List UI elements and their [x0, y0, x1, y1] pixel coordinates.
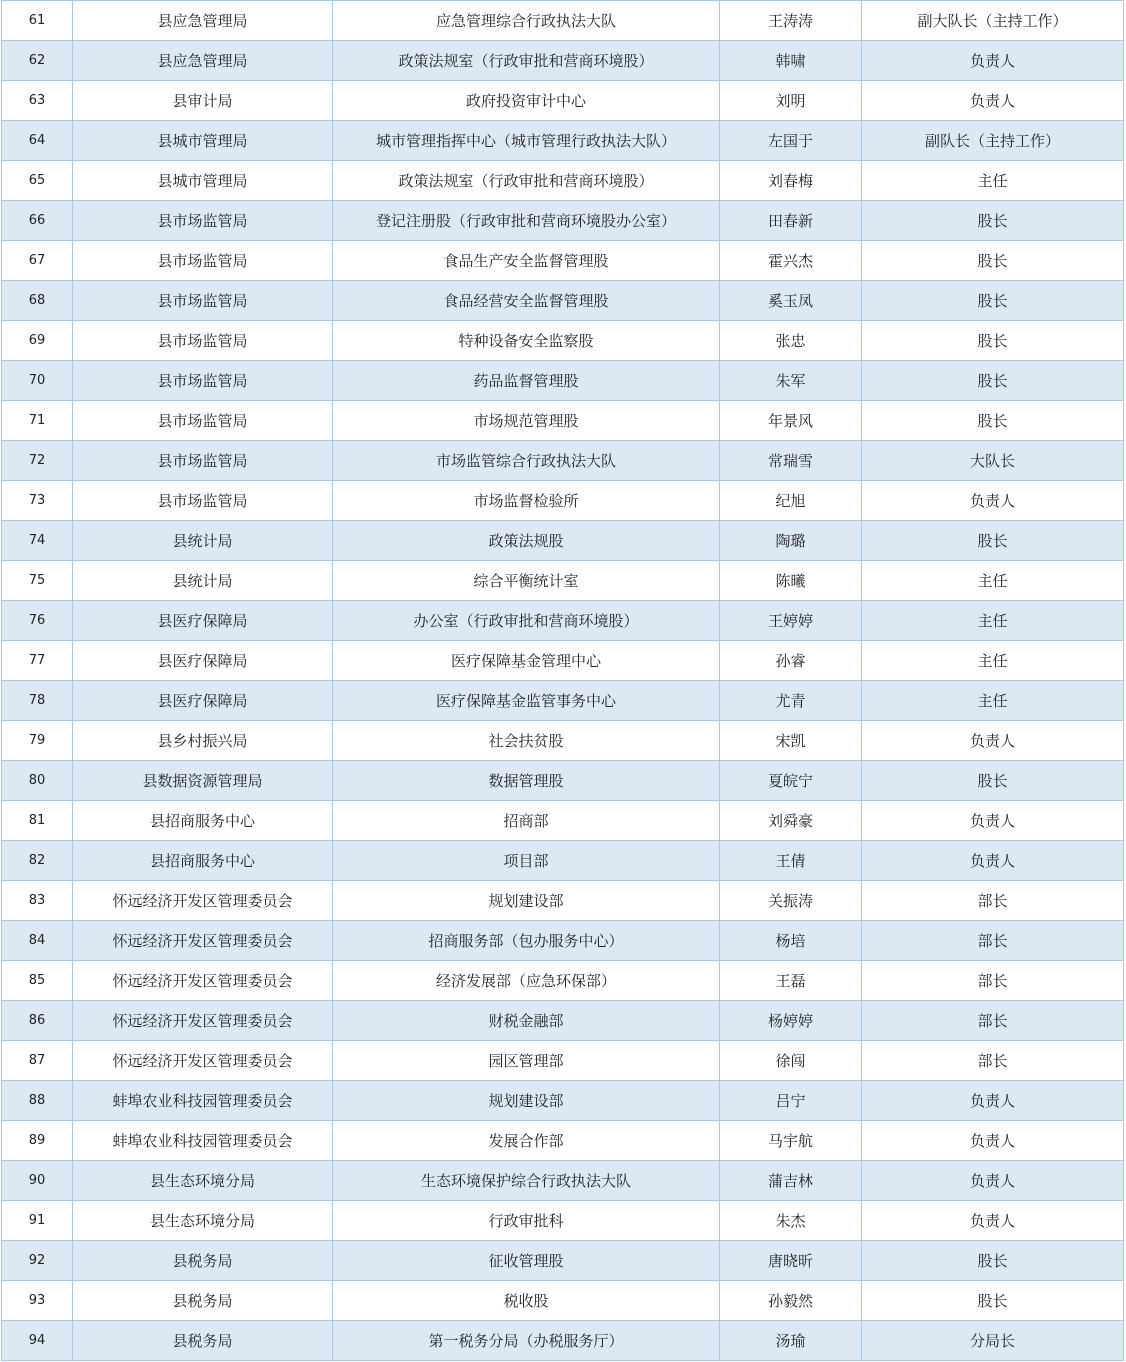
cell-number: 87 — [2, 1041, 73, 1081]
cell-unit: 怀远经济开发区管理委员会 — [73, 881, 333, 921]
cell-position: 主任 — [862, 681, 1124, 721]
cell-unit: 县市场监管局 — [73, 321, 333, 361]
table-row — [2, 721, 1124, 761]
cell-position: 股长 — [862, 761, 1124, 801]
cell-person-name: 年景风 — [720, 401, 862, 441]
table-row — [2, 881, 1124, 921]
cell-person-name: 刘春梅 — [720, 161, 862, 201]
cell-person-name: 关振涛 — [720, 881, 862, 921]
cell-position: 副大队长（主持工作） — [862, 1, 1124, 41]
table-row — [2, 841, 1124, 881]
cell-position: 股长 — [862, 201, 1124, 241]
cell-number: 94 — [2, 1321, 73, 1361]
table-row — [2, 41, 1124, 81]
cell-unit: 怀远经济开发区管理委员会 — [73, 1001, 333, 1041]
table-row — [2, 1, 1124, 41]
cell-person-name: 霍兴杰 — [720, 241, 862, 281]
cell-position: 负责人 — [862, 481, 1124, 521]
cell-number: 79 — [2, 721, 73, 761]
cell-department: 药品监督管理股 — [333, 361, 720, 401]
cell-unit: 县统计局 — [73, 561, 333, 601]
cell-person-name: 左国于 — [720, 121, 862, 161]
cell-number: 74 — [2, 521, 73, 561]
cell-unit: 县城市管理局 — [73, 121, 333, 161]
cell-person-name: 孙毅然 — [720, 1281, 862, 1321]
table-row — [2, 81, 1124, 121]
table-row — [2, 401, 1124, 441]
cell-unit: 蚌埠农业科技园管理委员会 — [73, 1081, 333, 1121]
table-row — [2, 121, 1124, 161]
cell-department: 招商服务部（包办服务中心） — [333, 921, 720, 961]
cell-department: 项目部 — [333, 841, 720, 881]
table-row — [2, 761, 1124, 801]
table-row — [2, 481, 1124, 521]
cell-person-name: 马宇航 — [720, 1121, 862, 1161]
cell-unit: 县应急管理局 — [73, 1, 333, 41]
cell-unit: 县医疗保障局 — [73, 601, 333, 641]
cell-unit: 县市场监管局 — [73, 481, 333, 521]
cell-unit: 县招商服务中心 — [73, 801, 333, 841]
cell-number: 86 — [2, 1001, 73, 1041]
cell-department: 食品生产安全监督管理股 — [333, 241, 720, 281]
cell-department: 登记注册股（行政审批和营商环境股办公室） — [333, 201, 720, 241]
cell-number: 70 — [2, 361, 73, 401]
cell-number: 77 — [2, 641, 73, 681]
cell-person-name: 陈曦 — [720, 561, 862, 601]
cell-number: 63 — [2, 81, 73, 121]
cell-department: 行政审批科 — [333, 1201, 720, 1241]
cell-person-name: 王婷婷 — [720, 601, 862, 641]
cell-number: 93 — [2, 1281, 73, 1321]
cell-person-name: 杨培 — [720, 921, 862, 961]
cell-unit: 县招商服务中心 — [73, 841, 333, 881]
cell-person-name: 纪旭 — [720, 481, 862, 521]
cell-number: 90 — [2, 1161, 73, 1201]
cell-number: 64 — [2, 121, 73, 161]
cell-position: 负责人 — [862, 841, 1124, 881]
cell-department: 食品经营安全监督管理股 — [333, 281, 720, 321]
cell-unit: 县数据资源管理局 — [73, 761, 333, 801]
cell-number: 72 — [2, 441, 73, 481]
cell-department: 市场规范管理股 — [333, 401, 720, 441]
cell-number: 68 — [2, 281, 73, 321]
cell-unit: 怀远经济开发区管理委员会 — [73, 921, 333, 961]
cell-unit: 县医疗保障局 — [73, 641, 333, 681]
cell-position: 副队长（主持工作） — [862, 121, 1124, 161]
cell-person-name: 朱杰 — [720, 1201, 862, 1241]
table-row — [2, 961, 1124, 1001]
cell-number: 92 — [2, 1241, 73, 1281]
cell-position: 负责人 — [862, 81, 1124, 121]
cell-person-name: 宋凯 — [720, 721, 862, 761]
cell-person-name: 朱军 — [720, 361, 862, 401]
table-row — [2, 1001, 1124, 1041]
cell-department: 规划建设部 — [333, 881, 720, 921]
cell-person-name: 尤青 — [720, 681, 862, 721]
cell-unit: 蚌埠农业科技园管理委员会 — [73, 1121, 333, 1161]
cell-person-name: 汤瑜 — [720, 1321, 862, 1361]
cell-person-name: 陶璐 — [720, 521, 862, 561]
table-row — [2, 361, 1124, 401]
cell-unit: 县税务局 — [73, 1281, 333, 1321]
cell-person-name: 刘舜豪 — [720, 801, 862, 841]
cell-position: 部长 — [862, 921, 1124, 961]
cell-department: 应急管理综合行政执法大队 — [333, 1, 720, 41]
cell-unit: 县市场监管局 — [73, 281, 333, 321]
cell-person-name: 夏皖宁 — [720, 761, 862, 801]
cell-number: 71 — [2, 401, 73, 441]
cell-number: 85 — [2, 961, 73, 1001]
cell-number: 61 — [2, 1, 73, 41]
cell-position: 负责人 — [862, 41, 1124, 81]
cell-department: 市场监督检验所 — [333, 481, 720, 521]
table-row — [2, 1161, 1124, 1201]
cell-unit: 县市场监管局 — [73, 401, 333, 441]
cell-person-name: 唐晓昕 — [720, 1241, 862, 1281]
cell-number: 76 — [2, 601, 73, 641]
cell-unit: 县市场监管局 — [73, 441, 333, 481]
cell-number: 83 — [2, 881, 73, 921]
cell-unit: 怀远经济开发区管理委员会 — [73, 961, 333, 1001]
cell-department: 办公室（行政审批和营商环境股） — [333, 601, 720, 641]
cell-position: 负责人 — [862, 1121, 1124, 1161]
table-row — [2, 521, 1124, 561]
table-row — [2, 321, 1124, 361]
cell-person-name: 田春新 — [720, 201, 862, 241]
cell-number: 73 — [2, 481, 73, 521]
cell-department: 税收股 — [333, 1281, 720, 1321]
cell-position: 股长 — [862, 321, 1124, 361]
cell-department: 生态环境保护综合行政执法大队 — [333, 1161, 720, 1201]
cell-number: 89 — [2, 1121, 73, 1161]
cell-number: 66 — [2, 201, 73, 241]
table-row — [2, 921, 1124, 961]
cell-department: 规划建设部 — [333, 1081, 720, 1121]
cell-position: 部长 — [862, 881, 1124, 921]
cell-department: 征收管理股 — [333, 1241, 720, 1281]
cell-department: 政策法规股 — [333, 521, 720, 561]
cell-position: 负责人 — [862, 1161, 1124, 1201]
table-row — [2, 641, 1124, 681]
cell-department: 财税金融部 — [333, 1001, 720, 1041]
cell-person-name: 张忠 — [720, 321, 862, 361]
cell-department: 招商部 — [333, 801, 720, 841]
cell-unit: 县城市管理局 — [73, 161, 333, 201]
table-row — [2, 561, 1124, 601]
cell-position: 分局长 — [862, 1321, 1124, 1361]
cell-position: 股长 — [862, 361, 1124, 401]
cell-person-name: 刘明 — [720, 81, 862, 121]
cell-person-name: 王倩 — [720, 841, 862, 881]
cell-position: 主任 — [862, 641, 1124, 681]
cell-person-name: 韩啸 — [720, 41, 862, 81]
cell-number: 88 — [2, 1081, 73, 1121]
cell-department: 政策法规室（行政审批和营商环境股） — [333, 41, 720, 81]
cell-person-name: 常瑞雪 — [720, 441, 862, 481]
cell-unit: 县医疗保障局 — [73, 681, 333, 721]
table-row — [2, 1041, 1124, 1081]
table-row — [2, 1121, 1124, 1161]
cell-unit: 县税务局 — [73, 1241, 333, 1281]
cell-unit: 县市场监管局 — [73, 201, 333, 241]
cell-position: 负责人 — [862, 1081, 1124, 1121]
cell-number: 62 — [2, 41, 73, 81]
cell-unit: 县市场监管局 — [73, 361, 333, 401]
cell-person-name: 吕宁 — [720, 1081, 862, 1121]
cell-position: 负责人 — [862, 721, 1124, 761]
table-row — [2, 201, 1124, 241]
cell-department: 医疗保障基金管理中心 — [333, 641, 720, 681]
cell-person-name: 蒲吉林 — [720, 1161, 862, 1201]
table-row — [2, 1201, 1124, 1241]
cell-position: 股长 — [862, 1281, 1124, 1321]
cell-department: 数据管理股 — [333, 761, 720, 801]
cell-person-name: 王涛涛 — [720, 1, 862, 41]
personnel-table — [1, 0, 1124, 1361]
table-row — [2, 441, 1124, 481]
table-row — [2, 681, 1124, 721]
cell-department: 医疗保障基金监管事务中心 — [333, 681, 720, 721]
cell-position: 股长 — [862, 521, 1124, 561]
cell-department: 社会扶贫股 — [333, 721, 720, 761]
cell-person-name: 杨婷婷 — [720, 1001, 862, 1041]
cell-position: 部长 — [862, 1041, 1124, 1081]
cell-position: 主任 — [862, 561, 1124, 601]
cell-position: 部长 — [862, 961, 1124, 1001]
cell-department: 政府投资审计中心 — [333, 81, 720, 121]
cell-position: 股长 — [862, 1241, 1124, 1281]
cell-unit: 怀远经济开发区管理委员会 — [73, 1041, 333, 1081]
cell-person-name: 徐闯 — [720, 1041, 862, 1081]
cell-position: 股长 — [862, 401, 1124, 441]
cell-position: 股长 — [862, 241, 1124, 281]
cell-number: 67 — [2, 241, 73, 281]
cell-unit: 县税务局 — [73, 1321, 333, 1361]
cell-person-name: 孙睿 — [720, 641, 862, 681]
cell-number: 81 — [2, 801, 73, 841]
cell-person-name: 王磊 — [720, 961, 862, 1001]
cell-number: 82 — [2, 841, 73, 881]
cell-position: 部长 — [862, 1001, 1124, 1041]
table-row — [2, 601, 1124, 641]
cell-position: 主任 — [862, 161, 1124, 201]
cell-number: 78 — [2, 681, 73, 721]
cell-department: 市场监管综合行政执法大队 — [333, 441, 720, 481]
cell-number: 84 — [2, 921, 73, 961]
cell-number: 75 — [2, 561, 73, 601]
cell-unit: 县统计局 — [73, 521, 333, 561]
cell-unit: 县生态环境分局 — [73, 1161, 333, 1201]
cell-number: 91 — [2, 1201, 73, 1241]
cell-department: 发展合作部 — [333, 1121, 720, 1161]
table-row — [2, 241, 1124, 281]
cell-department: 城市管理指挥中心（城市管理行政执法大队） — [333, 121, 720, 161]
cell-position: 负责人 — [862, 801, 1124, 841]
table-row — [2, 1081, 1124, 1121]
cell-position: 股长 — [862, 281, 1124, 321]
table-row — [2, 281, 1124, 321]
table-row — [2, 801, 1124, 841]
cell-number: 69 — [2, 321, 73, 361]
cell-position: 大队长 — [862, 441, 1124, 481]
cell-number: 65 — [2, 161, 73, 201]
table-body — [2, 1, 1124, 1361]
cell-department: 政策法规室（行政审批和营商环境股） — [333, 161, 720, 201]
cell-number: 80 — [2, 761, 73, 801]
cell-position: 主任 — [862, 601, 1124, 641]
table-row — [2, 1281, 1124, 1321]
cell-department: 第一税务分局（办税服务厅） — [333, 1321, 720, 1361]
table-row — [2, 1241, 1124, 1281]
cell-department: 特种设备安全监察股 — [333, 321, 720, 361]
cell-position: 负责人 — [862, 1201, 1124, 1241]
cell-unit: 县生态环境分局 — [73, 1201, 333, 1241]
cell-person-name: 奚玉凤 — [720, 281, 862, 321]
cell-department: 园区管理部 — [333, 1041, 720, 1081]
cell-unit: 县乡村振兴局 — [73, 721, 333, 761]
cell-unit: 县市场监管局 — [73, 241, 333, 281]
cell-unit: 县审计局 — [73, 81, 333, 121]
table-row — [2, 1321, 1124, 1361]
table-row — [2, 161, 1124, 201]
cell-department: 经济发展部（应急环保部） — [333, 961, 720, 1001]
cell-unit: 县应急管理局 — [73, 41, 333, 81]
cell-department: 综合平衡统计室 — [333, 561, 720, 601]
